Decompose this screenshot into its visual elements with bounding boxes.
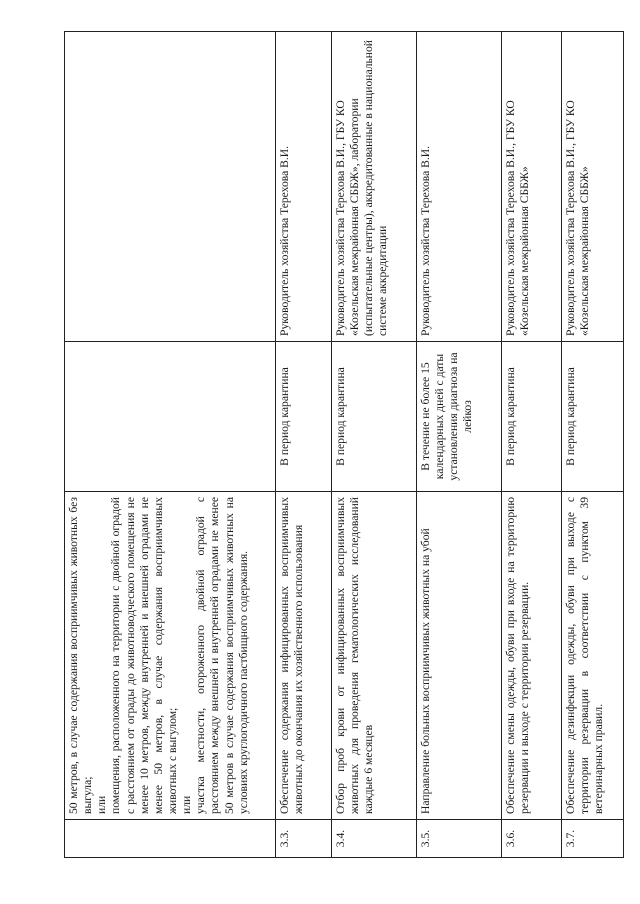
continuation-line: 50 метров, в случае содержания восприимчивых животных без выгула; — [67, 497, 95, 814]
row-responsible: Руководитель хозяйства Терехова В.И. — [276, 32, 332, 342]
table-row — [502, 32, 562, 858]
row-number: 3.4. — [332, 820, 417, 858]
row-number: 3.5. — [417, 820, 502, 858]
table-row — [332, 32, 417, 858]
row-number: 3.6. — [502, 820, 562, 858]
row-number: 3.3. — [276, 820, 332, 858]
row-responsible: Руководитель хозяйства Терехова В.И., ГБУ КО «Козельская межрайонная СББЖ», лаборатории (испытательные центры), аккредитованные в национальной системе аккредитации — [332, 32, 417, 342]
row-responsible-cell — [65, 32, 276, 342]
continuation-line: участка местности, огороженного двойной оградой с расстоянием между внешней и внутренней оградами не менее 50 метров в случае содержания восприимчивых животных на условиях круглогодичного пастбищного содержания. — [194, 497, 250, 814]
row-term: В течение не более 15 календарных дней с даты установления диагноза на лейкоз — [417, 342, 502, 492]
row-number-cell — [65, 820, 276, 858]
row-term: В период карантина — [562, 342, 624, 492]
continuation-line: или — [95, 795, 109, 814]
row-term-cell — [65, 342, 276, 492]
row-responsible: Руководитель хозяйства Терехова В.И., ГБУ КО «Козельская межрайонная СББЖ» — [502, 32, 562, 342]
table-row — [276, 32, 332, 858]
row-term: В период карантина — [502, 342, 562, 492]
row-description: Отбор проб крови от инфицированных восприимчивых животных для проведения гематологических исследований каждые 6 месяцев — [332, 492, 417, 820]
row-term: В период карантина — [332, 342, 417, 492]
table-row — [417, 32, 502, 858]
row-responsible: Руководитель хозяйства Терехова В.И., ГБУ КО «Козельская межрайонная СББЖ» — [562, 32, 624, 342]
row-responsible: Руководитель хозяйства Терехова В.И. — [417, 32, 502, 342]
table-row — [562, 32, 624, 858]
continuation-line: помещения, расположенного на территории с двойной оградой с расстоянием от ограды до животноводческого помещения не менее 10 метров, между внутренней и внешней оградами не менее 50 метров, в случае содержания восприимчивых животных с выгулом; — [109, 497, 179, 814]
row-description: Обеспечение содержания инфицированных восприимчивых животных до окончания их хозяйственного использования — [276, 492, 332, 820]
row-description: Обеспечение смены одежды, обуви при входе на территорию резервации и выходе с территории резервации. — [502, 492, 562, 820]
row-description-cell — [65, 492, 276, 820]
row-number: 3.7. — [562, 820, 624, 858]
table-row — [65, 32, 276, 858]
measures-table — [64, 31, 624, 858]
continuation-line: или — [180, 795, 194, 814]
row-term: В период карантина — [276, 342, 332, 492]
row-description: Обеспечение дезинфекции одежды, обуви при выходе с территории резервации в соответствии с пунктом 39 ветеринарных правил. — [562, 492, 624, 820]
row-description: Направление больных восприимчивых животных на убой — [417, 492, 502, 820]
